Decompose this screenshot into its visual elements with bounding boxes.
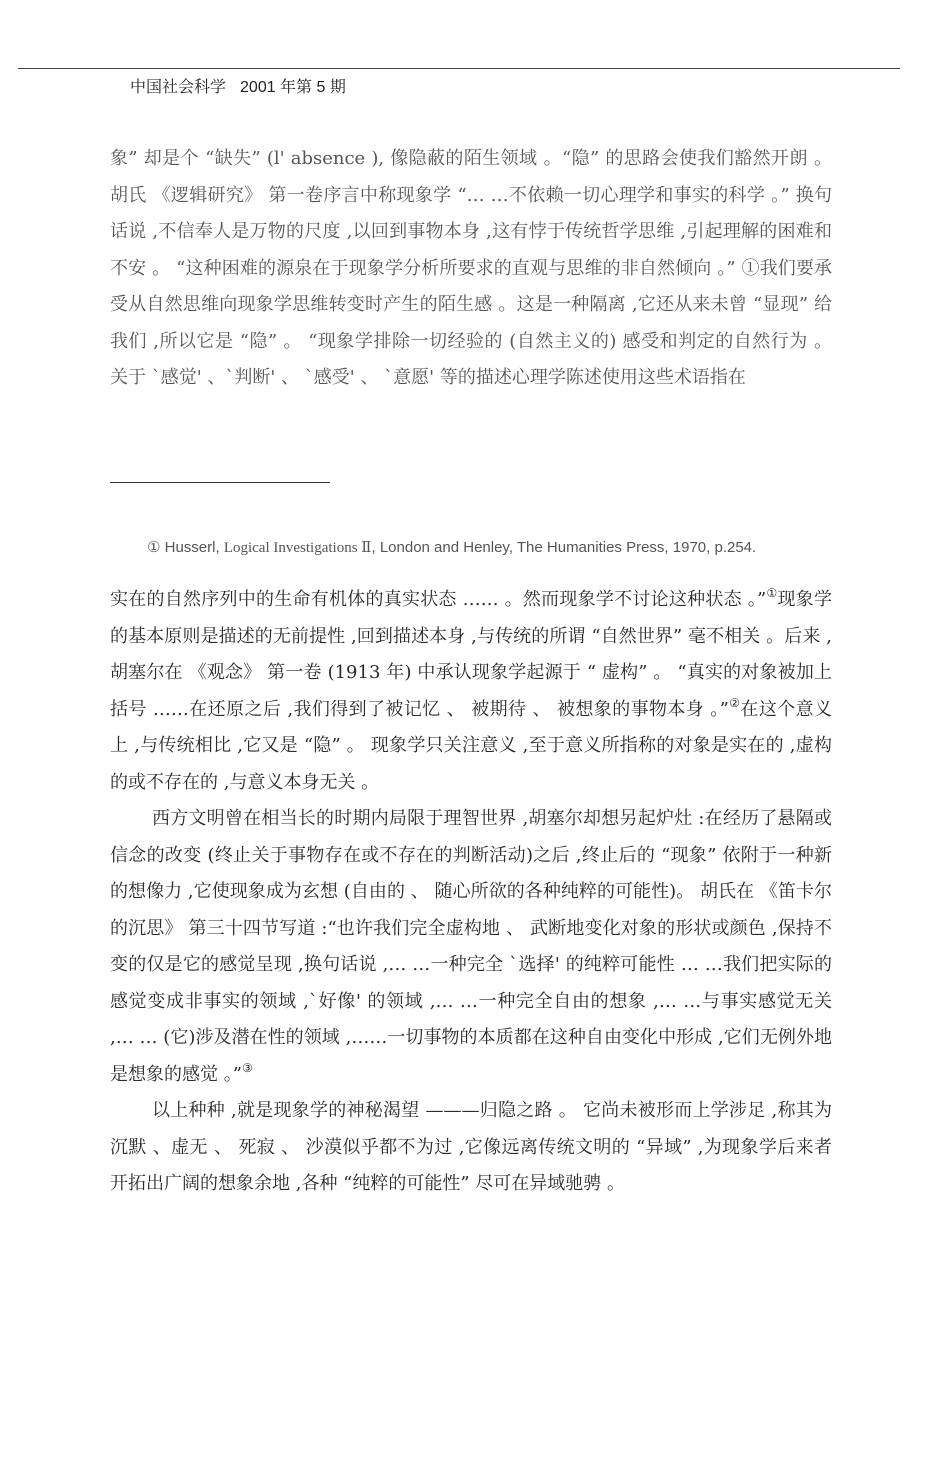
paragraph-2-text: 西方文明曾在相当长的时期内局限于理智世界 ,胡塞尔却想另起炉灶 :在经历了悬隔或信念的改变 (终止关于事物存在或不存在的判断活动)之后 ,终止后的 “现象” 依附于一种新的想像力 ,它使现象成为玄想 (自由的 、 随心所欲的各种纯粹的可能性)。 胡氏在 《笛卡尔的沉思》 第三十四节写道 :“也许我们完全虚构地 、 武断地变化对象的形状或颜色 ,保持不变的仅是它的感觉呈现 ,换句话说 ,… …一种完全 `选择' 的纯粹可能性 … …我们把实际的感觉变成非事实的领域 ,`好像' 的领域 ,… …一种完全自由的想象 ,… …与事实感觉无关 ,… … (它)涉及潜在性的领域 ,……一切事物的本质都在这种自由变化中形成 ,它们无例外地是想象的感觉 。” (110, 808, 832, 1085)
body-section-2 (110, 582, 832, 1203)
footnote (147, 536, 827, 560)
paragraph-1-part-b: 现象学的基本原则是描述的无前提性 ,回到描述本身 ,与传统的所谓 “自然世界” 毫不相关 。后来 ,胡塞尔在 《观念》 第一卷 (1913 年) 中承认现象学起源于 “ 虚构” 。 “真实的对象被加上括号 ……在还原之后 ,我们得到了被记忆 、 被期待 、 被想象的事物本身 。” (110, 589, 833, 720)
footnote-marker: ① (147, 539, 161, 556)
paragraph-1 (110, 582, 832, 801)
paragraph-1-part-a: 实在的自然序列中的生命有机体的真实状态 …… 。然而现象学不讨论这种状态 。” (110, 589, 767, 610)
paragraph-3: 以上种种 ,就是现象学的神秘渴望 ———归隐之路 。 它尚未被形而上学涉足 ,称其为沉默 、虚无 、 死寂 、 沙漠似乎都不为过 ,它像远离传统文明的 “异域” ,为现象学后来者开拓出广阔的想象余地 ,各种 “纯粹的可能性” 尽可在异域驰骋 。 (110, 1100, 832, 1194)
footnote-ref-2: ② (728, 695, 741, 710)
issue-number: 2001 年第 5 期 (240, 79, 346, 96)
footnote-rest: , London and Henley, The Humanities Press, 1970, p.254. (371, 539, 757, 556)
paragraph-continued: 象” 却是个 “缺失” (l' absence ), 像隐蔽的陌生领域 。“隐” 的思路会使我们豁然开朗 。 胡氏 《逻辑研究》 第一卷序言中称现象学 “… …不依赖一切心理学和事实的科学 。” 换句话说 ,不信奉人是万物的尺度 ,以回到事物本身 ,这有悖于传统哲学思维 ,引起理解的困难和不安 。 “这种困难的源泉在于现象学分析所要求的直观与思维的非自然倾向 。” ①我们要承受从自然思维向现象学思维转变时产生的陌生感 。这是一种隔离 ,它还从来未曾 “显现” 给我们 ,所以它是 “隐” 。 “现象学排除一切经验的 (自然主义的) 感受和判定的自然行为 。 关于 `感觉' 、`判断' 、 `感受' 、 `意愿' 等的描述心理学陈述使用这些术语指在 (110, 148, 832, 388)
header-rule (18, 68, 900, 69)
paragraph-1-part-c: 在这个意义上 ,与传统相比 ,它又是 “隐” 。 现象学只关注意义 ,至于意义所指称的对象是实在的 ,虚构的或不存在的 ,与意义本身无关 。 (110, 698, 832, 793)
body-section-1 (110, 141, 832, 397)
paragraph-2 (110, 801, 832, 1093)
footnote-ref-1: ① (766, 586, 778, 600)
footnote-title: Logical Investigations Ⅱ (223, 540, 372, 556)
footnote-ref-3: ③ (241, 1060, 253, 1075)
journal-name: 中国社会科学 (130, 79, 227, 96)
footnote-author: Husserl, (164, 539, 220, 556)
footnote-rule (110, 482, 330, 483)
running-header (130, 74, 346, 97)
